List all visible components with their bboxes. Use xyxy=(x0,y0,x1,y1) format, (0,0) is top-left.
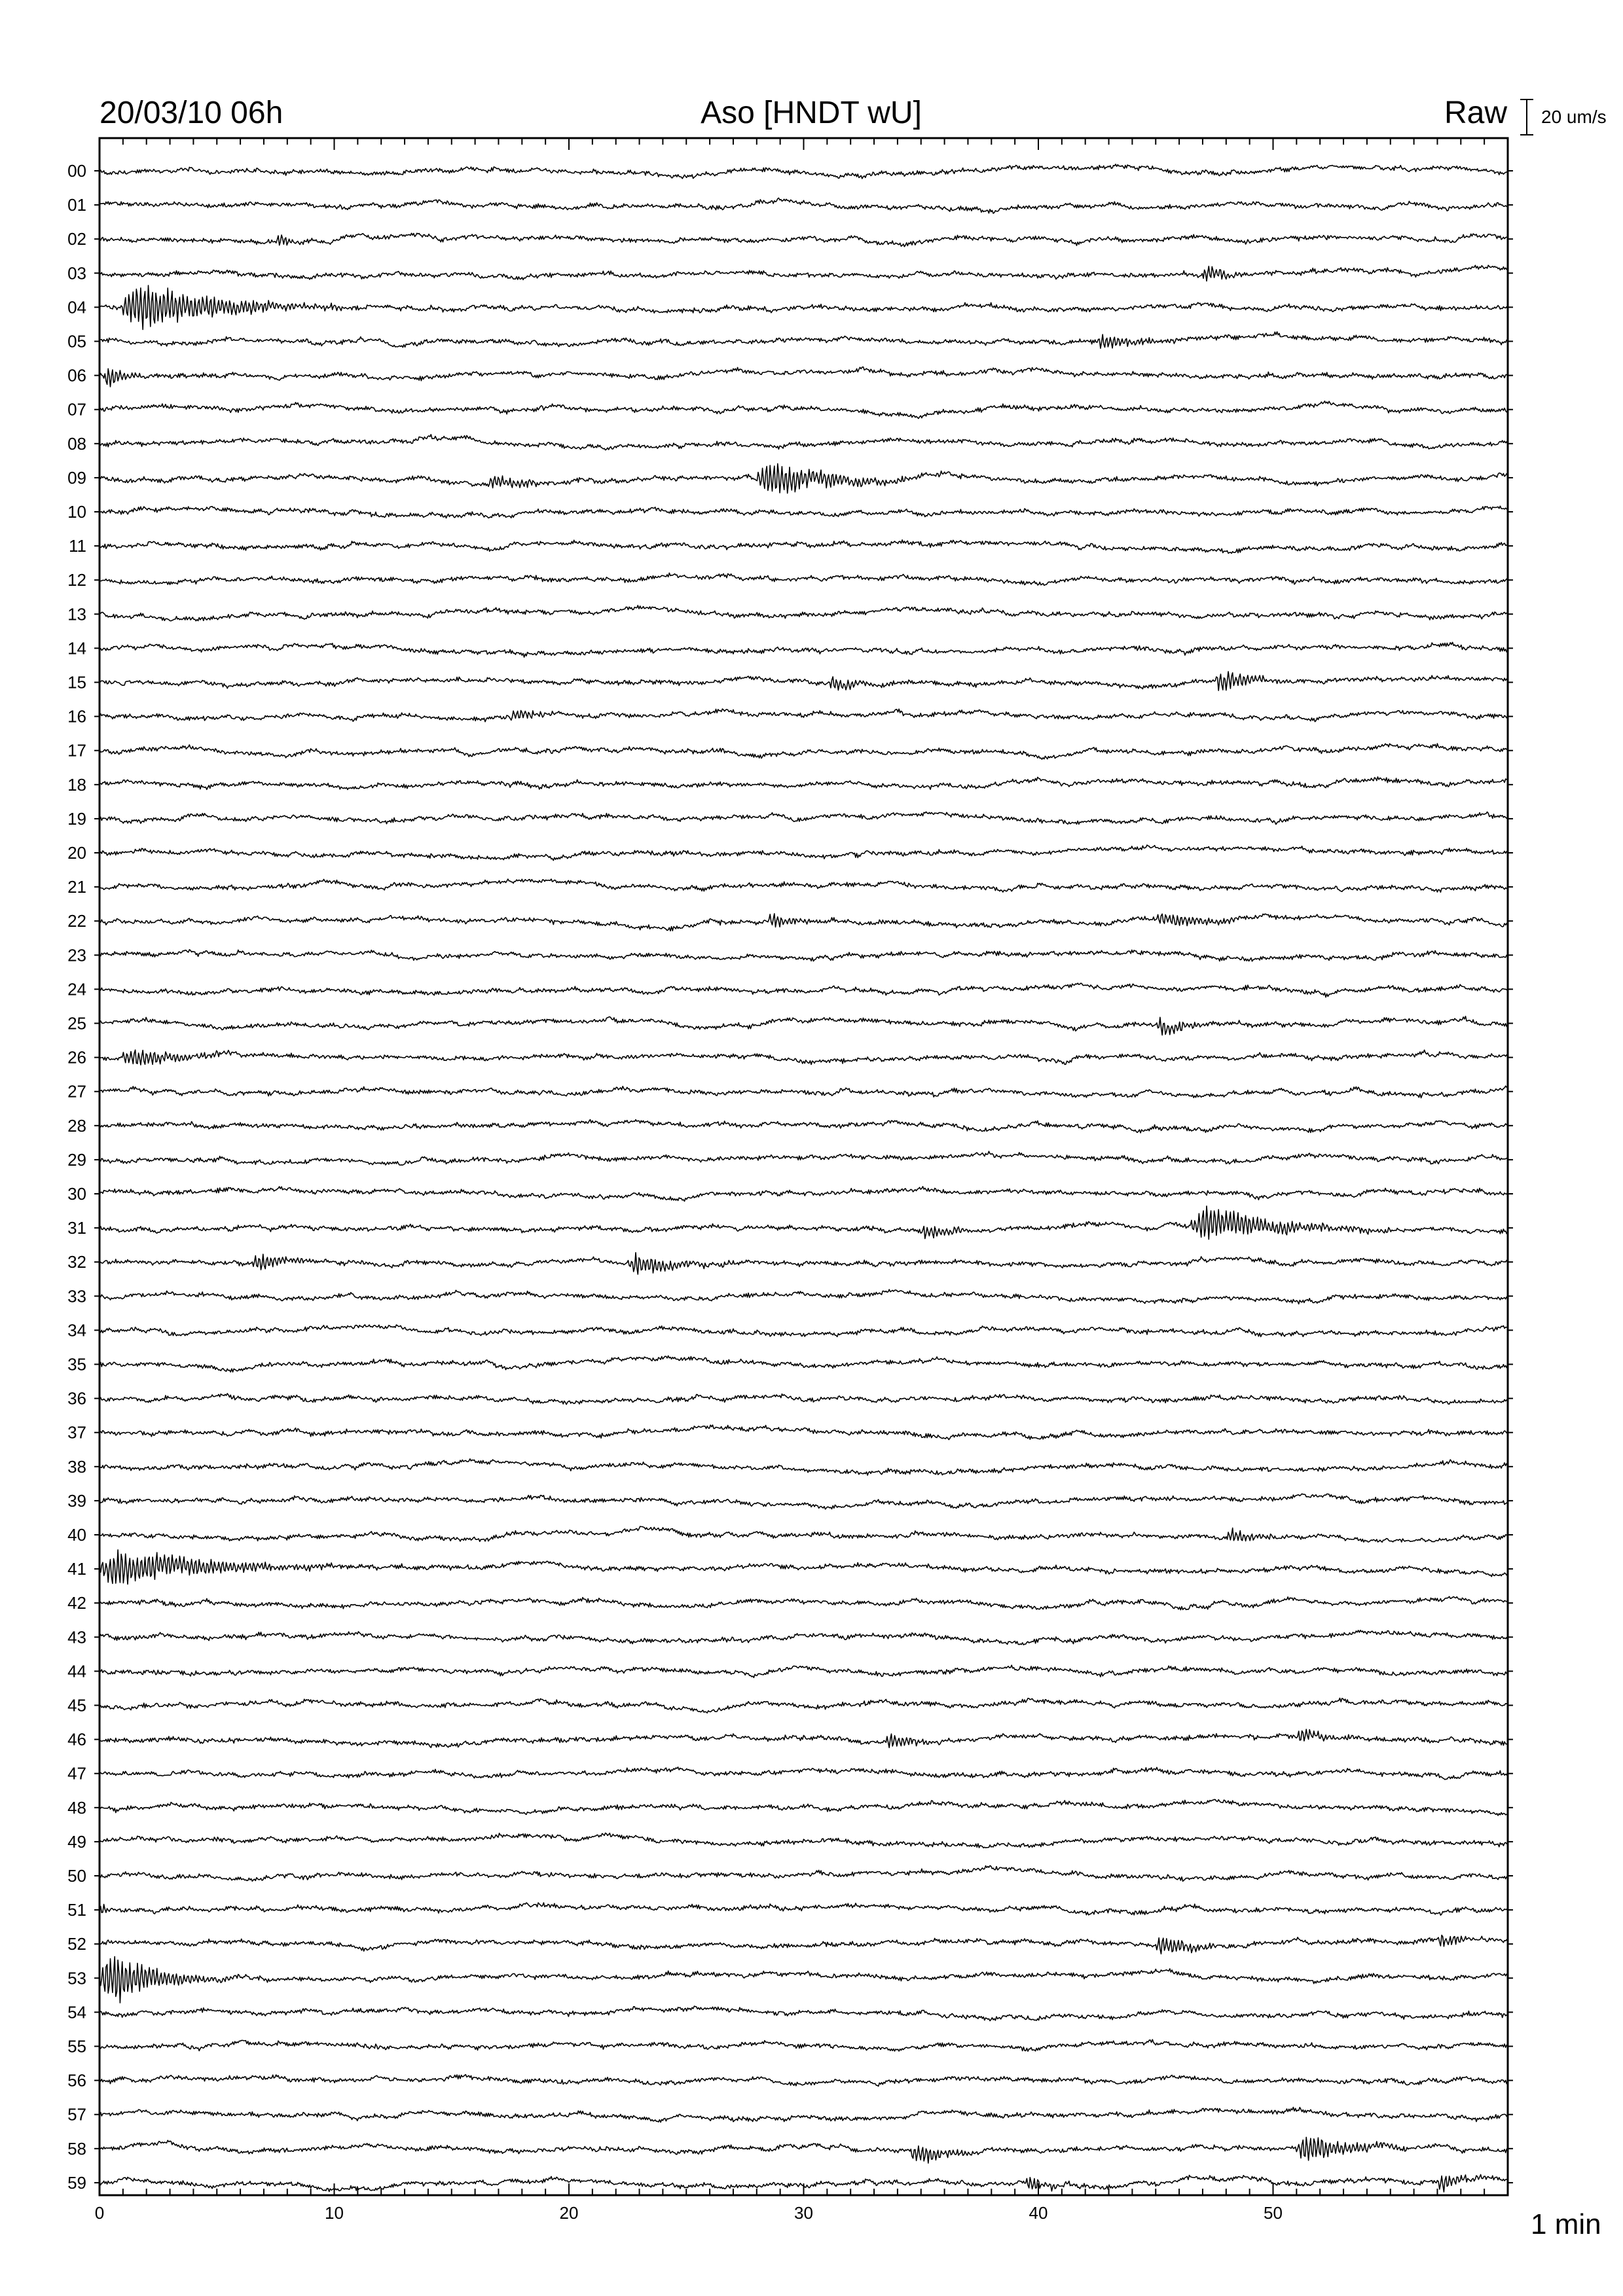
trace-row-25 xyxy=(100,1016,1508,1035)
trace-row-16 xyxy=(100,709,1508,722)
row-label: 22 xyxy=(67,911,86,931)
row-label: 41 xyxy=(67,1559,86,1579)
row-label: 38 xyxy=(67,1456,86,1477)
trace-row-14 xyxy=(100,642,1508,657)
trace-row-23 xyxy=(100,950,1508,961)
x-tick-label: 10 xyxy=(325,2203,344,2223)
trace-row-17 xyxy=(100,744,1508,759)
trace-row-48 xyxy=(100,1799,1508,1816)
row-label: 57 xyxy=(67,2104,86,2125)
row-label: 34 xyxy=(67,1320,86,1340)
row-label: 37 xyxy=(67,1422,86,1443)
row-label: 13 xyxy=(67,604,86,624)
station-title: Aso [HNDT wU] xyxy=(701,96,922,130)
row-label: 39 xyxy=(67,1490,86,1511)
trace-row-35 xyxy=(100,1356,1508,1372)
trace-row-47 xyxy=(100,1767,1508,1780)
trace-row-20 xyxy=(100,845,1508,861)
trace-row-01 xyxy=(100,198,1508,214)
trace-row-33 xyxy=(100,1289,1508,1304)
trace-row-39 xyxy=(100,1494,1508,1509)
row-label: 49 xyxy=(67,1831,86,1852)
trace-row-55 xyxy=(100,2039,1508,2051)
row-label: 27 xyxy=(67,1081,86,1102)
trace-row-26 xyxy=(100,1050,1508,1065)
trace-row-15 xyxy=(100,672,1508,691)
trace-row-07 xyxy=(100,401,1508,419)
x-tick-label: 0 xyxy=(94,2203,105,2223)
trace-row-09 xyxy=(100,463,1508,493)
row-label: 15 xyxy=(67,672,86,692)
row-label: 29 xyxy=(67,1149,86,1170)
row-label: 46 xyxy=(67,1729,86,1749)
row-label: 51 xyxy=(67,1900,86,1920)
row-label: 31 xyxy=(67,1218,86,1238)
row-label: 42 xyxy=(67,1593,86,1613)
x-tick-labels xyxy=(95,2203,1283,2223)
trace-row-51 xyxy=(100,1903,1508,1915)
trace-row-41 xyxy=(100,1550,1508,1585)
row-label: 24 xyxy=(67,979,86,999)
row-label: 59 xyxy=(67,2172,86,2193)
row-label: 19 xyxy=(67,808,86,829)
date-hour-label: 20/03/10 06h xyxy=(100,96,283,130)
row-label: 36 xyxy=(67,1388,86,1408)
row-label: 40 xyxy=(67,1525,86,1545)
x-tick-label: 30 xyxy=(794,2203,813,2223)
row-label: 03 xyxy=(67,263,86,283)
row-label: 20 xyxy=(67,843,86,863)
trace-row-02 xyxy=(100,233,1508,247)
trace-row-36 xyxy=(100,1393,1508,1405)
trace-row-43 xyxy=(100,1630,1508,1645)
row-label: 45 xyxy=(67,1695,86,1715)
trace-row-03 xyxy=(100,265,1508,281)
trace-row-06 xyxy=(100,367,1508,387)
row-label: 02 xyxy=(67,229,86,249)
trace-row-32 xyxy=(100,1253,1508,1274)
trace-row-00 xyxy=(100,164,1508,179)
trace-row-53 xyxy=(100,1956,1508,2003)
trace-row-44 xyxy=(100,1665,1508,1677)
row-label: 09 xyxy=(67,467,86,488)
trace-row-11 xyxy=(100,540,1508,554)
mode-label: Raw xyxy=(1444,96,1507,130)
row-label: 52 xyxy=(67,1934,86,1954)
trace-row-12 xyxy=(100,573,1508,585)
row-label: 47 xyxy=(67,1763,86,1784)
trace-row-13 xyxy=(100,605,1508,621)
trace-row-28 xyxy=(100,1120,1508,1133)
trace-row-46 xyxy=(100,1729,1508,1748)
scale-bar-label: 20 um/s xyxy=(1541,107,1607,127)
row-label: 17 xyxy=(67,740,86,761)
x-tick-label: 50 xyxy=(1264,2203,1283,2223)
row-label: 01 xyxy=(67,195,86,215)
row-label: 28 xyxy=(67,1115,86,1136)
row-label: 04 xyxy=(67,297,86,317)
row-label: 58 xyxy=(67,2138,86,2159)
trace-row-18 xyxy=(100,777,1508,790)
trace-row-38 xyxy=(100,1459,1508,1475)
trace-row-08 xyxy=(100,435,1508,450)
trace-row-56 xyxy=(100,2075,1508,2087)
trace-row-50 xyxy=(100,1866,1508,1882)
row-label: 26 xyxy=(67,1047,86,1067)
row-label: 55 xyxy=(67,2036,86,2056)
trace-row-49 xyxy=(100,1833,1508,1848)
trace-group xyxy=(100,164,1508,2192)
trace-row-42 xyxy=(100,1596,1508,1609)
row-label: 10 xyxy=(67,502,86,522)
row-label: 11 xyxy=(69,536,86,556)
trace-row-24 xyxy=(100,983,1508,997)
row-label: 00 xyxy=(67,161,86,181)
trace-row-21 xyxy=(100,879,1508,892)
trace-row-37 xyxy=(100,1425,1508,1439)
row-label: 12 xyxy=(67,570,86,590)
row-label: 53 xyxy=(67,1968,86,1988)
row-label: 33 xyxy=(67,1286,86,1306)
trace-row-29 xyxy=(100,1151,1508,1165)
row-label: 07 xyxy=(67,399,86,420)
row-label: 18 xyxy=(67,774,86,795)
trace-row-52 xyxy=(100,1935,1508,1954)
row-label: 23 xyxy=(67,945,86,965)
trace-row-10 xyxy=(100,506,1508,518)
trace-row-54 xyxy=(100,2006,1508,2020)
trace-row-40 xyxy=(100,1526,1508,1542)
row-label: 30 xyxy=(67,1184,86,1204)
row-labels xyxy=(67,161,1513,2193)
row-label: 25 xyxy=(67,1013,86,1033)
row-label: 32 xyxy=(67,1252,86,1272)
trace-row-34 xyxy=(100,1325,1508,1336)
row-label: 44 xyxy=(67,1661,86,1681)
trace-row-19 xyxy=(100,812,1508,824)
trace-row-05 xyxy=(100,332,1508,348)
x-tick-label: 40 xyxy=(1029,2203,1048,2223)
trace-row-04 xyxy=(100,285,1508,329)
x-tick-label: 20 xyxy=(559,2203,579,2223)
row-label: 05 xyxy=(67,331,86,351)
trace-row-22 xyxy=(100,914,1508,931)
trace-row-27 xyxy=(100,1086,1508,1098)
amplitude-scale-bar xyxy=(1520,99,1533,135)
trace-row-57 xyxy=(100,2108,1508,2123)
row-label: 48 xyxy=(67,1797,86,1818)
top-axis-ticks xyxy=(100,138,1508,150)
row-label: 16 xyxy=(67,706,86,726)
row-label: 08 xyxy=(67,433,86,454)
row-label: 35 xyxy=(67,1354,86,1374)
trace-row-58 xyxy=(100,2137,1508,2163)
row-label: 54 xyxy=(67,2002,86,2022)
row-label: 50 xyxy=(67,1866,86,1886)
trace-row-30 xyxy=(100,1187,1508,1202)
row-label: 43 xyxy=(67,1627,86,1647)
trace-row-45 xyxy=(100,1698,1508,1713)
row-label: 21 xyxy=(67,877,86,897)
row-label: 56 xyxy=(67,2070,86,2090)
x-axis-label: 1 min xyxy=(1531,2208,1601,2240)
row-label: 14 xyxy=(67,638,86,658)
row-label: 06 xyxy=(67,365,86,386)
trace-row-31 xyxy=(100,1206,1508,1240)
